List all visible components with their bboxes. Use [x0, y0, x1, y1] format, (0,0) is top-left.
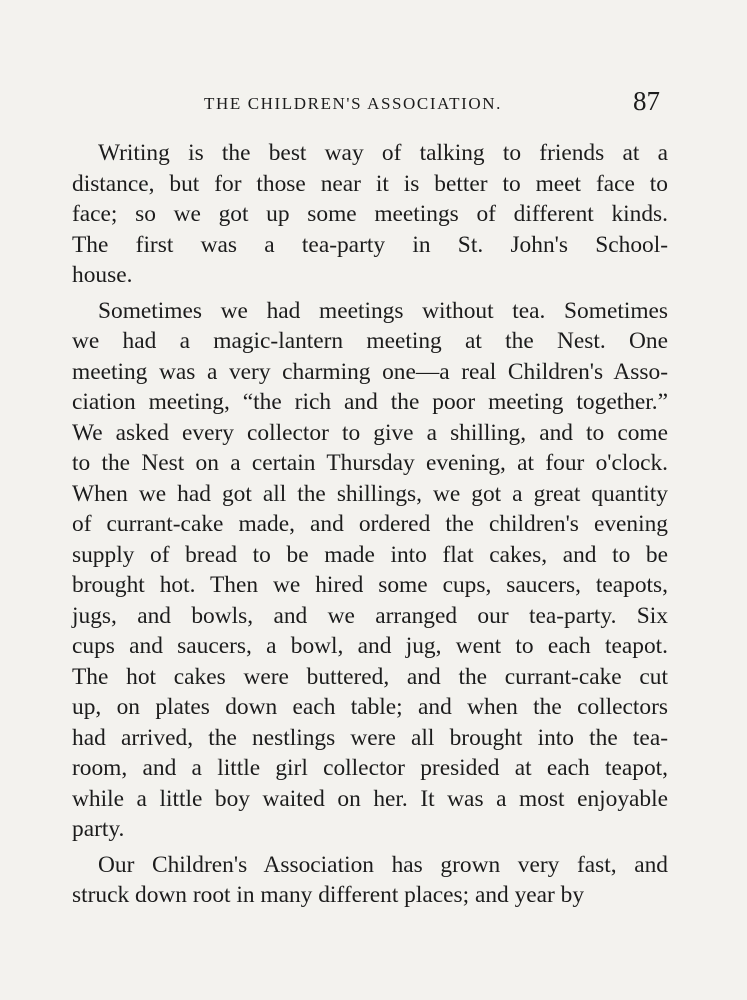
- text-line: party.: [72, 816, 125, 842]
- paragraph: [72, 138, 668, 291]
- page-number: 87: [633, 86, 660, 116]
- page-header: [72, 84, 668, 124]
- text-line: jugs, and bowls, and we arranged our tea-party. Six: [72, 602, 668, 629]
- running-head: THE CHILDREN'S ASSOCIATION.: [204, 94, 502, 113]
- text-line: The first was a tea-party in St. John's School-: [72, 231, 668, 258]
- text-line: Writing is the best way of talking to friends at a: [98, 140, 668, 166]
- text-line: Sometimes we had meetings without tea. Sometimes: [98, 297, 668, 324]
- text-line: face; so we got up some meetings of different kinds.: [72, 201, 668, 227]
- text-line: struck down root in many different places; and year by: [72, 882, 585, 908]
- text-line: room, and a little girl collector presided at each teapot,: [72, 755, 668, 781]
- text-line: We asked every collector to give a shilling, and to come: [72, 419, 668, 446]
- text-line: cups and saucers, a bowl, and jug, went to each teapot.: [72, 633, 668, 659]
- text-line: supply of bread to be made into flat cakes, and to be: [72, 541, 668, 568]
- text-line: distance, but for those near it is better to meet face to: [72, 170, 668, 197]
- body-text: [72, 138, 668, 916]
- text-line: ciation meeting, “the rich and the poor meeting together.”: [72, 389, 668, 415]
- text-line: up, on plates down each table; and when the collectors: [72, 694, 668, 720]
- text-line: brought hot. Then we hired some cups, saucers, teapots,: [72, 572, 668, 598]
- text-line: had arrived, the nestlings were all brought into the tea-: [72, 724, 668, 751]
- text-line: we had a magic-lantern meeting at the Nest. One: [72, 328, 668, 354]
- text-line: meeting was a very charming one—a real Children's Asso-: [72, 358, 668, 385]
- text-line: Our Children's Association has grown very fast, and: [98, 851, 668, 878]
- text-line: while a little boy waited on her. It was a most enjoyable: [72, 785, 668, 812]
- text-line: house.: [72, 262, 133, 288]
- paragraph: [72, 296, 668, 845]
- text-line: to the Nest on a certain Thursday evening, at four o'clock.: [72, 450, 668, 476]
- text-line: of currant-cake made, and ordered the children's evening: [72, 511, 668, 537]
- text-line: When we had got all the shillings, we got a great quantity: [72, 480, 668, 507]
- paragraph: [72, 850, 668, 911]
- text-line: The hot cakes were buttered, and the currant-cake cut: [72, 663, 668, 690]
